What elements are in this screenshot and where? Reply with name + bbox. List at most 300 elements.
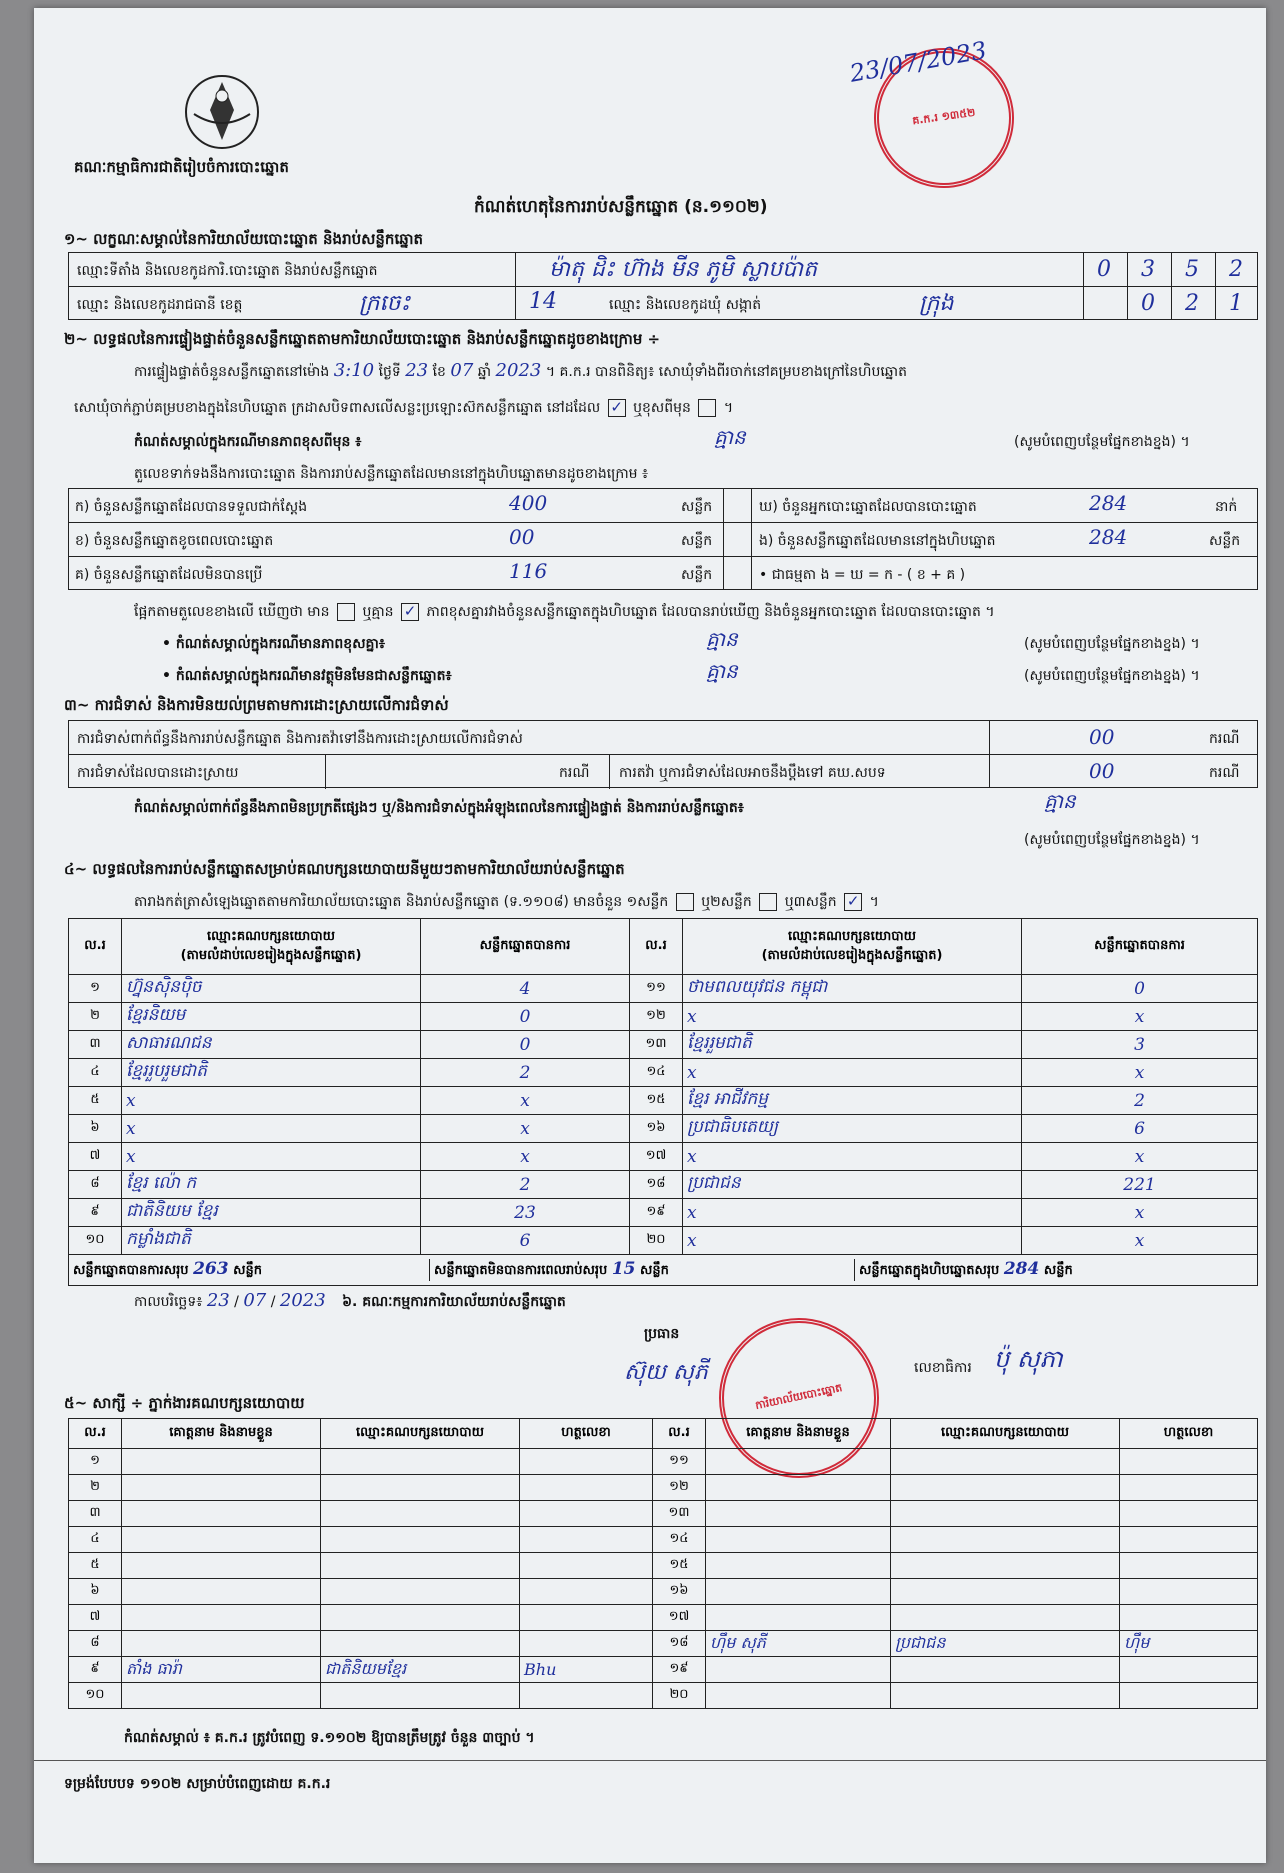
verify-day: 23 (405, 360, 429, 381)
office-code-digit: 0 (1097, 257, 1111, 282)
witness-signature[interactable] (520, 1605, 653, 1631)
row-number: ១៦ (653, 1579, 706, 1605)
party-name: x (122, 1115, 421, 1143)
witness-party[interactable] (891, 1449, 1120, 1475)
verify-text2: សោឃុំចាក់ភ្ជាប់គម្របខាងក្នុងនៃហិបឆ្នោត ក្រដាសបិទពាសលើសន្លះប្រឡោះស៊កសន្លឹកឆ្នោត នៅដដែល (74, 400, 601, 416)
total-invalid-value: 15 (611, 1259, 636, 1279)
witness-signature[interactable]: ហ៊ឹម (1120, 1631, 1258, 1657)
row-number: ១២ (653, 1475, 706, 1501)
result-row (69, 1143, 1258, 1171)
secretary-label: លេខាធិការ (914, 1360, 972, 1376)
result-row (69, 1171, 1258, 1199)
col-votes: សន្លឹកឆ្នោតបានការ (1022, 919, 1258, 975)
witness-name[interactable] (706, 1475, 891, 1501)
row-number: ៦ (69, 1579, 122, 1605)
committee-label: ៦. គណៈកម្មការការិយាល័យរាប់សន្លឹកឆ្នោត (342, 1294, 566, 1310)
row-number: ១១ (630, 975, 683, 1003)
row-number: ៩ (69, 1657, 122, 1683)
result-row (69, 1031, 1258, 1059)
total-invalid-label: សន្លឹកឆ្នោតមិនបានការពេលរាប់សរុប (434, 1263, 608, 1278)
in-box-label: ង) ចំនួនសន្លឹកឆ្នោតដែលមាននៅក្នុងហិបឆ្នោត (759, 533, 996, 549)
verify-time-label: ការផ្ទៀងផ្ទាត់ចំនួនសន្លឹកឆ្នោតនៅម៉ោង (134, 364, 330, 380)
province-label: ឈ្មោះ និងលេខកូដរាជធានី ខេត្ត (77, 297, 243, 313)
party-name: ខ្មែររួមជាតិ (683, 1031, 1022, 1059)
two-sheet-label: ឬ២សន្លឹក (701, 894, 752, 910)
same-checkbox[interactable]: ✓ (608, 399, 626, 417)
row-number: ១៦ (630, 1115, 683, 1143)
row-number: ២០ (630, 1227, 683, 1255)
row-number: ៤ (69, 1059, 122, 1087)
witness-party[interactable]: ជាតិនិយមខ្មែរ (321, 1657, 520, 1683)
object-note-hint: (សូមបំពេញបន្ថែមផ្នែកខាងខ្នង) ។ (1024, 668, 1200, 684)
office-code-digit: 2 (1229, 257, 1243, 282)
one-sheet-checkbox[interactable] (676, 893, 694, 911)
section3-heading: ៣~ ការជំទាស់ និងការមិនយល់ព្រមតាមការដោះស្រាយលើការជំទាស់ (64, 696, 449, 714)
changed-checkbox[interactable] (698, 399, 716, 417)
spoiled-value: 00 (509, 525, 535, 549)
witness-row (69, 1449, 1258, 1475)
unused-value: 116 (509, 559, 548, 583)
row-number: ១៨ (653, 1631, 706, 1657)
witness-name[interactable] (122, 1527, 321, 1553)
col-party-sub: (តាមលំដាប់លេខរៀងក្នុងសន្លឹកឆ្នោត) (761, 947, 943, 963)
row-number: ៩ (69, 1199, 122, 1227)
irregularity-value: គ្មាន (1044, 789, 1076, 813)
received-value: 400 (509, 491, 548, 515)
witness-signature[interactable] (1120, 1605, 1258, 1631)
witness-signature[interactable] (1120, 1579, 1258, 1605)
valid-votes: x (1022, 1199, 1258, 1227)
unit: សន្លឹក (681, 533, 713, 549)
witness-signature[interactable] (1120, 1527, 1258, 1553)
row-number: ៨ (69, 1171, 122, 1199)
irregularity-label: កំណត់សម្គាល់ពាក់ព័ន្ធនឹងភាពមិនប្រក្រតីផ្សេងៗ ឬ/និងការជំទាស់ក្នុងអំឡុងពេលនៃការផ្ទៀងផ្ទាត់ និងការរាប់សន្លឹកឆ្នោត៖ (134, 800, 744, 816)
office-stamp-text: ការិយាល័យបោះឆ្នោត (753, 1380, 844, 1413)
result-row (69, 1227, 1258, 1255)
row-number: ៧ (69, 1605, 122, 1631)
commune-code-digit: 0 (1141, 291, 1155, 316)
witness-signature[interactable]: Bhu (520, 1657, 653, 1683)
witness-row (69, 1475, 1258, 1501)
witness-signature[interactable] (1120, 1683, 1258, 1709)
section1-box (68, 252, 1258, 320)
total-valid-label: សន្លឹកឆ្នោតបានការសរុប (73, 1263, 189, 1278)
row-number: ១៧ (630, 1143, 683, 1171)
valid-votes: x (1022, 1143, 1258, 1171)
witness-party[interactable] (891, 1475, 1120, 1501)
valid-votes: 6 (421, 1227, 630, 1255)
stamp-handwritten-date: 23/07/2023 (847, 36, 989, 88)
valid-votes: 6 (1022, 1115, 1258, 1143)
witness-name[interactable] (706, 1605, 891, 1631)
verify-line2: សោឃុំចាក់ភ្ជាប់គម្របខាងក្នុងនៃហិបឆ្នោត ក្រដាសបិទពាសលើសន្លះប្រឡោះស៊កសន្លឹកឆ្នោត នៅដដែល ✓ ឬខុសពីមុន ។ (74, 398, 734, 416)
valid-votes: x (421, 1087, 630, 1115)
result-row (69, 1199, 1258, 1227)
province-value: ក្រចេះ (359, 291, 411, 316)
spoiled-label: ខ) ចំនួនសន្លឹកឆ្នោតខូចពេលបោះឆ្នោត (75, 533, 274, 549)
nec-emblem-icon (174, 70, 270, 154)
appeal-value: 00 (1089, 759, 1115, 783)
witness-party[interactable]: ប្រជាជន (891, 1631, 1120, 1657)
total-box-value: 284 (1003, 1259, 1040, 1279)
witness-party[interactable] (891, 1657, 1120, 1683)
witness-signature[interactable] (520, 1449, 653, 1475)
valid-votes: x (1022, 1003, 1258, 1031)
section4-heading: ៤~ លទ្ធផលនៃការរាប់សន្លឹកឆ្នោតសម្រាប់គណបក្សនយោបាយនីមួយៗតាមការិយាល័យរាប់សន្លឹកឆ្នោត (64, 860, 625, 878)
col-party (122, 919, 421, 975)
total-invalid (430, 1259, 855, 1281)
row-number: ៣ (69, 1501, 122, 1527)
witness-signature[interactable] (520, 1501, 653, 1527)
valid-votes: 23 (421, 1199, 630, 1227)
witness-note: កំណត់សម្គាល់ ៖ គ.ក.រ ត្រូវបំពេញ ទ.១១០២ ឱ្យបានត្រឹមត្រូវ ចំនួន ៣ច្បាប់ ។ (124, 1730, 535, 1746)
party-name: ខ្មែរ ល៉ោ ក (122, 1171, 421, 1199)
object-note-value: គ្មាន (706, 659, 738, 683)
col-no: ល.រ (69, 919, 122, 975)
tally-intro: តារាងកត់ត្រាសំឡេងឆ្នោតតាមការិយាល័យបោះឆ្នោត និងរាប់សន្លឹកឆ្នោត (ទ.១១០៨) មានចំនួន ១សន្លឹក (134, 894, 669, 910)
witness-party[interactable] (891, 1527, 1120, 1553)
witness-party[interactable] (321, 1631, 520, 1657)
row-number: ១ (69, 975, 122, 1003)
witness-row (69, 1553, 1258, 1579)
note-label: កំណត់សម្គាល់ក្នុងករណីមានភាពខុសពីមុន ៖ (134, 434, 362, 450)
witness-party[interactable] (321, 1605, 520, 1631)
valid-votes: 2 (421, 1059, 630, 1087)
verify-text: ។ គ.ក.រ បានពិនិត្យ៖ សោឃុំទាំងពីរចាក់នៅគម្របខាងក្រៅនៃហិបឆ្នោត (545, 364, 907, 380)
witness-party[interactable] (321, 1553, 520, 1579)
voters-value: 284 (1089, 491, 1128, 515)
compare-text-c: ភាពខុសគ្នារវាងចំនួនសន្លឹកឆ្នោតក្នុងហិបឆ្នោត ដែលបានរាប់ឃើញ និងចំនួនអ្នកបោះឆ្នោត ដែលបានបោះឆ្នោត ។ (426, 604, 995, 620)
org-name: គណៈកម្មាធិការជាតិរៀបចំការបោះឆ្នោត (74, 158, 289, 176)
date-year: 2023 (279, 1290, 326, 1311)
witness-name[interactable] (706, 1657, 891, 1683)
row-number: ២ (69, 1003, 122, 1031)
valid-votes: 4 (421, 975, 630, 1003)
resolved-unit: ករណី (559, 765, 590, 781)
valid-votes: 0 (421, 1003, 630, 1031)
figures-box (68, 488, 1258, 590)
three-sheet-checkbox[interactable]: ✓ (844, 893, 862, 911)
section2-heading: ២~ លទ្ធផលនៃការផ្ទៀងផ្ទាត់ចំនួនសន្លឹកឆ្នោតតាមការិយាល័យបោះឆ្នោត និងរាប់សន្លឹកឆ្នោតដូចខាងក្រោម ÷ (64, 330, 661, 348)
witness-name[interactable] (706, 1683, 891, 1709)
result-row (69, 975, 1258, 1003)
row-number: ១៧ (653, 1605, 706, 1631)
witness-name[interactable]: តាំង ធារ៉ា (122, 1657, 321, 1683)
row-number: ៥ (69, 1087, 122, 1115)
row-number: ១២ (630, 1003, 683, 1031)
col-no: ល.រ (630, 919, 683, 975)
party-name: ខ្មែរ អាជីវកម្ម (683, 1087, 1022, 1115)
witness-row (69, 1683, 1258, 1709)
section5-heading: ៥~ សាក្សី ÷ ភ្នាក់ងារគណបក្សនយោបាយ (64, 1394, 305, 1412)
received-label: ក) ចំនួនសន្លឹកឆ្នោតដែលបានទទួលជាក់ស្តែង (75, 499, 308, 515)
col-name: គោត្តនាម និងនាមខ្លួន (706, 1419, 891, 1449)
appeal-label: ការតវ៉ា ឬការជំទាស់ដែលអាចនឹងប្ដឹងទៅ គឃ.សបទ (619, 765, 886, 781)
col-signature: ហត្ថលេខា (1120, 1419, 1258, 1449)
party-name: x (122, 1143, 421, 1171)
witness-party[interactable] (321, 1579, 520, 1605)
verify-year-label: ឆ្នាំ (477, 364, 492, 380)
form-paper (34, 8, 1266, 1863)
col-party: ឈ្មោះគណបក្សនយោបាយ (891, 1419, 1120, 1449)
verify-month-label: ខែ (432, 364, 446, 380)
unit-case: ករណី (1209, 731, 1240, 747)
three-sheet-label: ឬ៣សន្លឹក (784, 894, 837, 910)
party-name: ប្រជាធិបតេយ្យ (683, 1115, 1022, 1143)
commune-code-digit: 2 (1185, 291, 1199, 316)
witness-name[interactable] (706, 1449, 891, 1475)
row-number: ១០ (69, 1227, 122, 1255)
commune-code-digit: 1 (1229, 291, 1243, 316)
result-row (69, 1003, 1258, 1031)
row-number: ១ (69, 1449, 122, 1475)
resolved-label: ការជំទាស់ដែលបានដោះស្រាយ (77, 765, 239, 781)
witness-party[interactable] (321, 1501, 520, 1527)
date-month: 07 (243, 1290, 267, 1311)
valid-votes: x (1022, 1227, 1258, 1255)
voters-label: ឃ) ចំនួនអ្នកបោះឆ្នោតដែលបានបោះឆ្នោត (759, 499, 977, 515)
unit: សន្លឹក (681, 567, 713, 583)
tally-sheet-line: តារាងកត់ត្រាសំឡេងឆ្នោតតាមការិយាល័យបោះឆ្នោត និងរាប់សន្លឹកឆ្នោត (ទ.១១០៨) មានចំនួន ១សន្លឹក ឬ២សន្លឹក ឬ៣សន្លឹក ✓ ។ (134, 892, 879, 910)
witness-signature[interactable] (520, 1475, 653, 1501)
date-label: កាលបរិច្ឆេទ៖ (134, 1294, 203, 1310)
witness-name[interactable] (122, 1683, 321, 1709)
witness-name[interactable] (122, 1449, 321, 1475)
location-label: ឈ្មោះទីតាំង និងលេខកូដការិ.បោះឆ្នោត និងរាប់សន្លឹកឆ្នោត (77, 263, 378, 279)
witness-name[interactable] (122, 1579, 321, 1605)
witness-row (69, 1579, 1258, 1605)
row-number: ២ (69, 1475, 122, 1501)
witness-name[interactable] (706, 1579, 891, 1605)
verify-month: 07 (450, 360, 474, 381)
col-no: ល.រ (653, 1419, 706, 1449)
party-name: x (683, 1227, 1022, 1255)
complaints-label: ការជំទាស់ពាក់ព័ន្ធនឹងការរាប់សន្លឹកឆ្នោត និងការតវ៉ាទៅនឹងការដោះស្រាយលើការជំទាស់ (77, 731, 523, 747)
valid-votes: 0 (1022, 975, 1258, 1003)
unit: នាក់ (1215, 499, 1238, 515)
row-number: ១៣ (653, 1501, 706, 1527)
col-party (683, 919, 1022, 975)
witness-row (69, 1527, 1258, 1553)
date-day: 23 (206, 1290, 230, 1311)
valid-votes: 3 (1022, 1031, 1258, 1059)
witness-party[interactable] (891, 1579, 1120, 1605)
object-note-label: • កំណត់សម្គាល់ក្នុងករណីមានវត្ថុមិនមែនជាសន្លឹកឆ្នោត៖ (162, 668, 452, 684)
unused-label: គ) ចំនួនសន្លឹកឆ្នោតដែលមិនបានប្រើ (75, 567, 263, 583)
row-number: ៦ (69, 1115, 122, 1143)
witness-signature[interactable] (1120, 1657, 1258, 1683)
verify-time: 3:10 (333, 360, 375, 381)
compare-line (134, 602, 995, 623)
results-table (68, 918, 1258, 1286)
party-name: កម្លាំងជាតិ (122, 1227, 421, 1255)
witness-signature[interactable] (520, 1631, 653, 1657)
totals-row (69, 1255, 1258, 1286)
row-number: ៣ (69, 1031, 122, 1059)
party-name: សាធារណជន (122, 1031, 421, 1059)
row-number: ១៩ (653, 1657, 706, 1683)
province-code: 14 (529, 289, 557, 314)
row-number: ៨ (69, 1631, 122, 1657)
valid-votes: 2 (1022, 1087, 1258, 1115)
party-name: x (683, 1059, 1022, 1087)
party-name: x (683, 1003, 1022, 1031)
complaints-value: 00 (1089, 725, 1115, 749)
row-number: ១៥ (630, 1087, 683, 1115)
result-row (69, 1087, 1258, 1115)
party-name: x (683, 1199, 1022, 1227)
commune-value: ក្រុង (919, 291, 954, 316)
in-box-value: 284 (1089, 525, 1128, 549)
compare-text-b: ឬគ្មាន (362, 604, 394, 620)
col-party-title: ឈ្មោះគណបក្សនយោបាយ (788, 928, 916, 944)
witness-name[interactable] (122, 1475, 321, 1501)
witness-row (69, 1657, 1258, 1683)
witness-signature[interactable] (1120, 1475, 1258, 1501)
secretary-signature: ប៉ុ សុភា (994, 1345, 1063, 1373)
chief-label: ប្រធាន (644, 1326, 680, 1342)
col-name: គោត្តនាម និងនាមខ្លួន (122, 1419, 321, 1449)
witness-row (69, 1605, 1258, 1631)
witness-signature[interactable] (1120, 1501, 1258, 1527)
party-name: ហ្វ៊ុនស៊ិនប៉ិច (122, 975, 421, 1003)
valid-votes: x (421, 1143, 630, 1171)
witness-signature[interactable] (1120, 1449, 1258, 1475)
witness-name[interactable]: ហ៊ឹម សុភី (706, 1631, 891, 1657)
date-line: កាលបរិច្ឆេទ៖ 23 / 07 / 2023 ៦. គណៈកម្មការការិយាល័យរាប់សន្លឹកឆ្នោត (134, 1290, 566, 1311)
witness-party[interactable] (891, 1501, 1120, 1527)
footer-divider (34, 1760, 1266, 1761)
witness-party[interactable] (891, 1683, 1120, 1709)
result-row (69, 1115, 1258, 1143)
party-name: ថាមពលយុវជន កម្ពុជា (683, 975, 1022, 1003)
changed-label: ឬខុសពីមុន (633, 400, 691, 416)
witness-party[interactable] (321, 1475, 520, 1501)
witness-signature[interactable] (1120, 1553, 1258, 1579)
witness-name[interactable] (122, 1631, 321, 1657)
unit: សន្លឹក (1209, 533, 1241, 549)
stamp-text: គ.ក.រ ១៣៥២ (911, 105, 977, 128)
row-number: ៧ (69, 1143, 122, 1171)
valid-votes: 0 (421, 1031, 630, 1059)
diff-note-hint: (សូមបំពេញបន្ថែមផ្នែកខាងខ្នង) ។ (1024, 636, 1200, 652)
location-value: ម៉ាតុ ដិះ ហ៊ាង មីន ភូមិ ស្លាបប៉ាត (549, 257, 818, 282)
witness-table (68, 1418, 1258, 1709)
valid-votes: x (1022, 1059, 1258, 1087)
party-name: x (122, 1087, 421, 1115)
party-name: ខ្មែរនិយម (122, 1003, 421, 1031)
valid-votes: 2 (421, 1171, 630, 1199)
valid-votes: x (421, 1115, 630, 1143)
col-party: ឈ្មោះគណបក្សនយោបាយ (321, 1419, 520, 1449)
witness-signature[interactable] (520, 1527, 653, 1553)
row-number: ១៤ (653, 1527, 706, 1553)
witness-name[interactable] (122, 1605, 321, 1631)
witness-party[interactable] (891, 1605, 1120, 1631)
witness-row (69, 1501, 1258, 1527)
row-number: ១៤ (630, 1059, 683, 1087)
row-number: ៥ (69, 1553, 122, 1579)
witness-name[interactable] (122, 1501, 321, 1527)
commune-label: ឈ្មោះ និងលេខកូដឃុំ សង្កាត់ (609, 297, 762, 313)
unit: សន្លឹក (233, 1263, 262, 1278)
unit: សន្លឹក (681, 499, 713, 515)
two-sheet-checkbox[interactable] (759, 893, 777, 911)
witness-party[interactable] (321, 1683, 520, 1709)
office-code-digit: 5 (1185, 257, 1199, 282)
diff-note-value: គ្មាន (706, 627, 738, 651)
witness-party[interactable] (321, 1527, 520, 1553)
witness-party[interactable] (891, 1553, 1120, 1579)
party-name: ប្រជាជន (683, 1171, 1022, 1199)
witness-name[interactable] (706, 1553, 891, 1579)
figures-intro: តួលេខទាក់ទងនឹងការបោះឆ្នោត និងការរាប់សន្លឹកឆ្នោតដែលមាននៅក្នុងហិបឆ្នោតមានដូចខាងក្រោម ៖ (134, 466, 649, 482)
total-valid (69, 1259, 430, 1281)
witness-row (69, 1631, 1258, 1657)
total-box-label: សន្លឹកឆ្នោតក្នុងហិបឆ្នោតសរុប (859, 1263, 1000, 1278)
irregularity-hint: (សូមបំពេញបន្ថែមផ្នែកខាងខ្នង) ។ (1024, 832, 1200, 848)
chief-signature: ស៊ុយ សុភី (624, 1360, 708, 1385)
verify-year: 2023 (495, 360, 542, 381)
row-number: ១៨ (630, 1171, 683, 1199)
verify-day-label: ថ្ងៃទី (378, 364, 401, 380)
party-name: ជាតិនិយម ខ្មែរ (122, 1199, 421, 1227)
no-diff-checkbox[interactable]: ✓ (401, 603, 419, 621)
compare-text-a: ផ្អែកតាមតួលេខខាងលើ ឃើញថា មាន (134, 604, 330, 620)
total-in-box (855, 1259, 1073, 1281)
unit: សន្លឹក (1043, 1263, 1073, 1278)
has-diff-checkbox[interactable] (337, 603, 355, 621)
valid-votes: 221 (1022, 1171, 1258, 1199)
row-number: ១៣ (630, 1031, 683, 1059)
result-row (69, 1059, 1258, 1087)
note-hint: (សូមបំពេញបន្ថែមផ្នែកខាងខ្នង) ។ (1014, 434, 1190, 450)
office-code-digit: 3 (1141, 257, 1155, 282)
party-name: x (683, 1143, 1022, 1171)
party-name: ខ្មែររួបរួមជាតិ (122, 1059, 421, 1087)
total-valid-value: 263 (193, 1259, 229, 1279)
section1-heading: ១~ លក្ខណៈសម្គាល់នៃការិយាល័យបោះឆ្នោត និងរាប់សន្លឹកឆ្នោត (64, 230, 424, 248)
witness-name[interactable] (122, 1553, 321, 1579)
form-title: កំណត់ហេតុនៃការរាប់សន្លឹកឆ្នោត (ន.១១០២) (474, 197, 768, 217)
witness-party[interactable] (321, 1449, 520, 1475)
row-number: ២០ (653, 1683, 706, 1709)
formula: • ជាធម្មតា ង = ឃ = ក - ( ខ + គ ) (759, 567, 966, 583)
footer-form-id: ទម្រង់បែបបទ ១១០២ សម្រាប់បំពេញដោយ គ.ក.រ (64, 1776, 331, 1792)
verify-line1 (134, 360, 907, 383)
col-party-title: ឈ្មោះគណបក្សនយោបាយ (207, 928, 335, 944)
witness-name[interactable] (706, 1501, 891, 1527)
row-number: ១១ (653, 1449, 706, 1475)
col-votes: សន្លឹកឆ្នោតបានការ (421, 919, 630, 975)
diff-note-label: • កំណត់សម្គាល់ក្នុងករណីមានភាពខុសគ្នា៖ (162, 636, 386, 652)
witness-signature[interactable] (520, 1553, 653, 1579)
witness-name[interactable] (706, 1527, 891, 1553)
note-value: គ្មាន (714, 425, 746, 449)
row-number: ១៥ (653, 1553, 706, 1579)
unit-case: ករណី (1209, 765, 1240, 781)
unit: សន្លឹក (640, 1263, 669, 1278)
complaints-box (68, 720, 1258, 788)
witness-signature[interactable] (520, 1683, 653, 1709)
witness-signature[interactable] (520, 1579, 653, 1605)
col-signature: ហត្ថលេខា (520, 1419, 653, 1449)
row-number: ១០ (69, 1683, 122, 1709)
row-number: ៤ (69, 1527, 122, 1553)
col-no: ល.រ (69, 1419, 122, 1449)
col-party-sub: (តាមលំដាប់លេខរៀងក្នុងសន្លឹកឆ្នោត) (180, 947, 362, 963)
row-number: ១៩ (630, 1199, 683, 1227)
